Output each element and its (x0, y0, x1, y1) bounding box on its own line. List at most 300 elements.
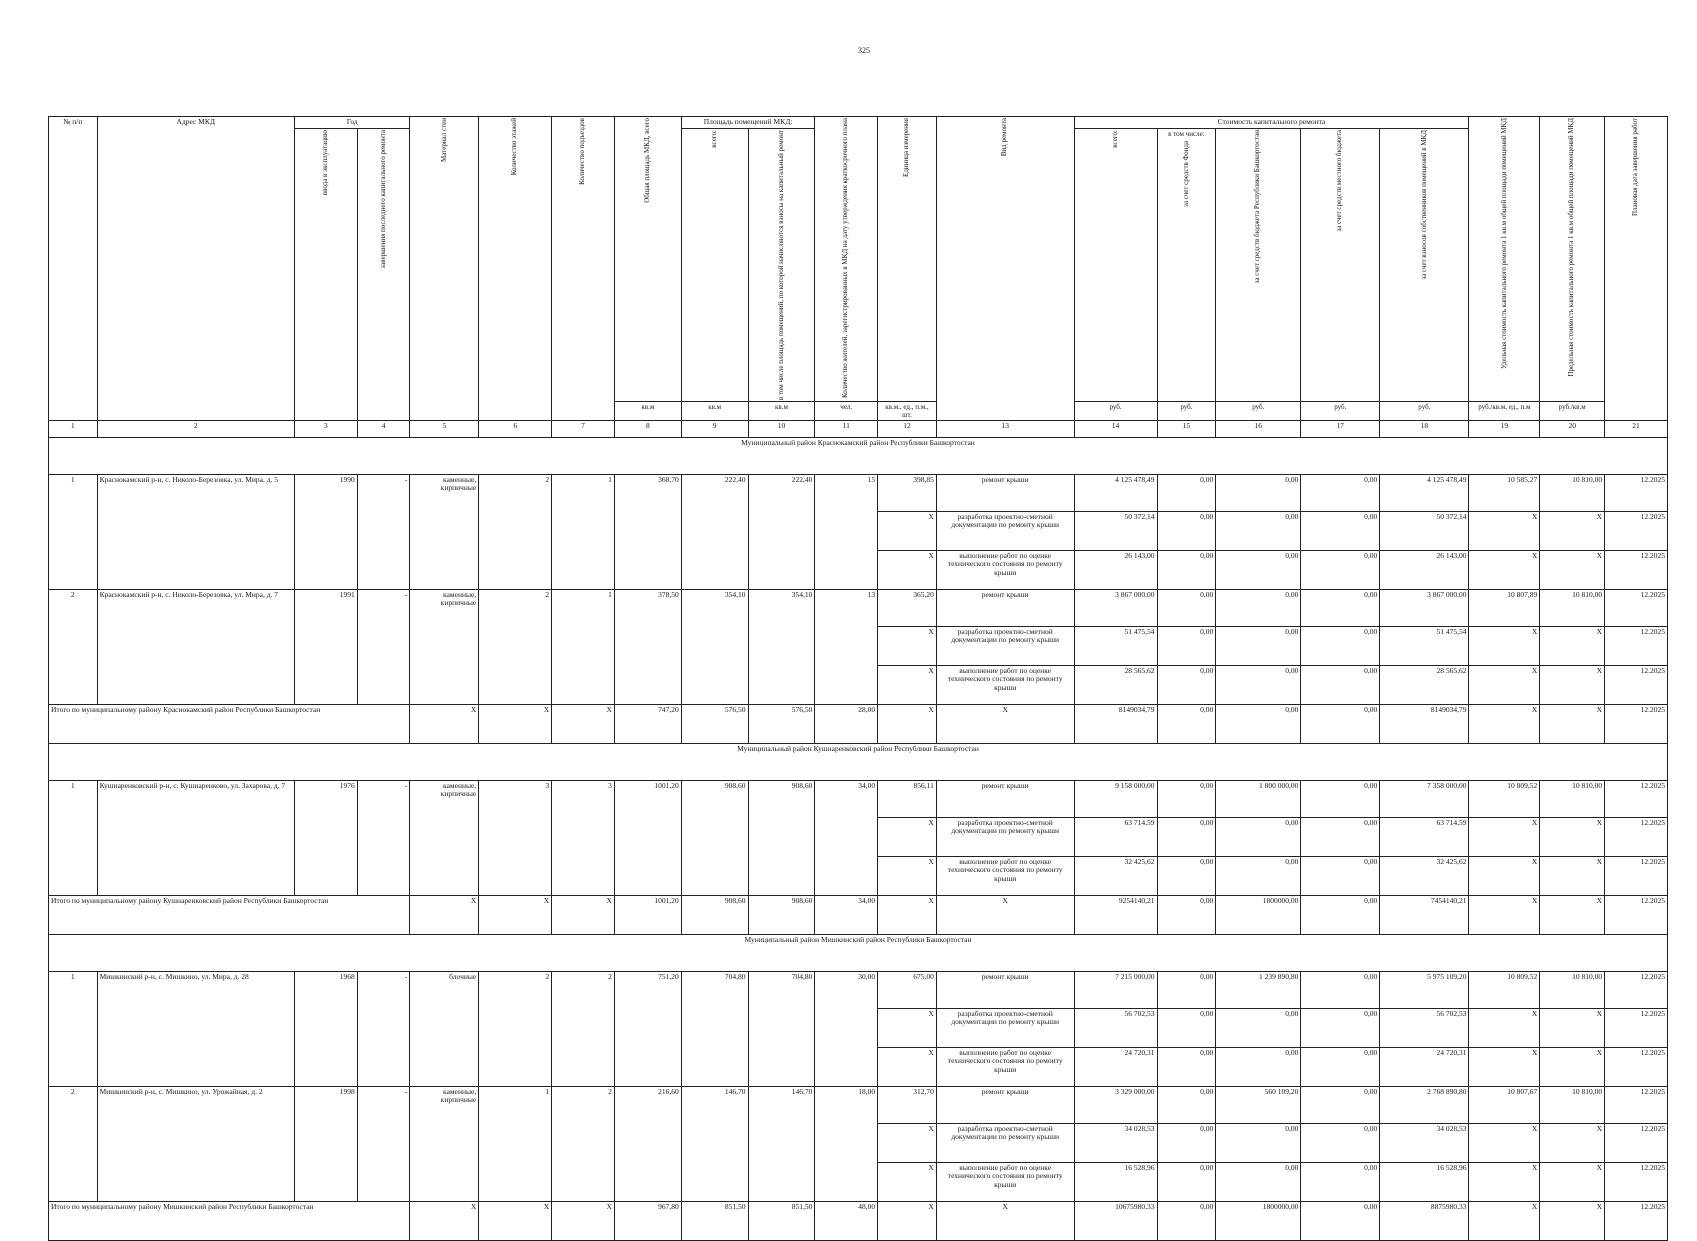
area-repair: 354,10 (748, 589, 815, 704)
cost-local: 0,00 (1301, 1047, 1380, 1086)
specific-cost: X (1469, 856, 1540, 895)
column-number: 17 (1301, 420, 1380, 437)
cost-total: 28 565,62 (1074, 665, 1157, 704)
specific-cost: 10 809,52 (1469, 780, 1540, 817)
cost-republic: 0,00 (1216, 589, 1301, 626)
area-repair: 222,40 (748, 474, 815, 589)
floors-cell: X (479, 895, 552, 934)
row-number: 1 (49, 971, 98, 1086)
header-area-total: всего: (681, 128, 748, 401)
year-last-repair: - (357, 1086, 410, 1201)
header-cost-total: всего: (1074, 128, 1157, 401)
page-number: 325 (858, 46, 870, 55)
cost-local: 0,00 (1301, 1162, 1380, 1201)
table-row (49, 1086, 1668, 1123)
floors-cell: X (479, 1201, 552, 1240)
table-row (49, 589, 1668, 626)
unit-cell: X (878, 817, 937, 856)
work-type: ремонт крыши (936, 589, 1074, 626)
work-type: разработка проектно-сметной документации по ремонту крыши (936, 1123, 1074, 1162)
specific-cost: X (1469, 1201, 1540, 1240)
section-header-row (49, 437, 1668, 474)
wall-material: блочные (410, 971, 479, 1086)
cost-total: 16 528,96 (1074, 1162, 1157, 1201)
cost-total: 56 702,53 (1074, 1008, 1157, 1047)
cost-owners: 56 702,53 (1380, 1008, 1469, 1047)
header-area-repair: в том числе площадь помещений, по которой начисляются взносы на капитальный ремонт (748, 128, 815, 401)
cost-total: 51 475,54 (1074, 626, 1157, 665)
header-total-area: Общая площадь МКД, всего (614, 117, 681, 402)
header-cost-group: Стоимость капитального ремонта (1074, 117, 1469, 129)
address-cell: Мишкинский р-н, с. Мишкино, ул. Урожайная, д. 2 (97, 1086, 294, 1201)
cost-local: 0,00 (1301, 626, 1380, 665)
unit-cell: 398,85 (878, 474, 937, 511)
table-body (49, 420, 1668, 1240)
unit-cell: X (878, 1047, 937, 1086)
section-title: Муниципальный район Кушнаренковский район Республики Башкортостан (49, 743, 1668, 780)
column-number: 18 (1380, 420, 1469, 437)
max-cost: X (1540, 665, 1605, 704)
cost-owners: 24 720,31 (1380, 1047, 1469, 1086)
max-cost: X (1540, 1201, 1605, 1240)
repair-plan-table (48, 116, 1668, 1241)
work-type: X (936, 704, 1074, 743)
work-type: ремонт крыши (936, 971, 1074, 1008)
cost-republic: 0,00 (1216, 704, 1301, 743)
cost-fund: 0,00 (1157, 971, 1216, 1008)
cost-republic: 1800000,00 (1216, 1201, 1301, 1240)
table-row (49, 780, 1668, 817)
column-number: 2 (97, 420, 294, 437)
cost-local: 0,00 (1301, 550, 1380, 589)
entrances-cell: X (552, 704, 615, 743)
specific-cost: 10 585,27 (1469, 474, 1540, 511)
header-cost-subgroup: в том числе: (1168, 129, 1205, 138)
cost-owners: 4 125 478,49 (1380, 474, 1469, 511)
max-cost: 10 810,00 (1540, 474, 1605, 511)
work-type: выполнение работ по оценке технического состояния по ремонту крыши (936, 1162, 1074, 1201)
wall-material: каменные, кирпичные (410, 474, 479, 589)
unit-cell: X (878, 665, 937, 704)
area-repair: 908,60 (748, 895, 815, 934)
deadline: 12.2025 (1605, 895, 1668, 934)
cost-fund: 0,00 (1157, 665, 1216, 704)
max-cost: 10 810,00 (1540, 780, 1605, 817)
row-number: 1 (49, 780, 98, 895)
area-repair: 908,60 (748, 780, 815, 895)
deadline: 12.2025 (1605, 1086, 1668, 1123)
work-type: выполнение работ по оценке технического состояния по ремонту крыши (936, 1047, 1074, 1086)
unit-cell: руб. (1380, 401, 1469, 420)
wall-material: X (410, 704, 479, 743)
cost-owners: 8149034,79 (1380, 704, 1469, 743)
header-cost-owners: за счет взносов собственников помещений в МКД (1380, 128, 1469, 401)
area-repair: 146,70 (748, 1086, 815, 1201)
column-number: 13 (936, 420, 1074, 437)
unit-cell: кв.м (681, 401, 748, 420)
work-type: ремонт крыши (936, 780, 1074, 817)
unit-cell: 856,11 (878, 780, 937, 817)
cost-republic: 1 239 890,80 (1216, 971, 1301, 1008)
table-header (49, 117, 1668, 421)
cost-total: 32 425,62 (1074, 856, 1157, 895)
cost-local: 0,00 (1301, 1086, 1380, 1123)
cost-fund: 0,00 (1157, 817, 1216, 856)
cost-owners: 63 714,59 (1380, 817, 1469, 856)
cost-total: 8149034,79 (1074, 704, 1157, 743)
specific-cost: X (1469, 704, 1540, 743)
total-row (49, 1201, 1668, 1240)
work-type: разработка проектно-сметной документации по ремонту крыши (936, 511, 1074, 550)
specific-cost: X (1469, 511, 1540, 550)
table-row (49, 474, 1668, 511)
total-area: 216,60 (614, 1086, 681, 1201)
section-title: Муниципальный район Краснокамский район Республики Башкортостан (49, 437, 1668, 474)
floors-cell: 2 (479, 589, 552, 704)
column-number: 11 (815, 420, 878, 437)
specific-cost: X (1469, 1008, 1540, 1047)
cost-total: 7 215 000,00 (1074, 971, 1157, 1008)
total-area: 368,70 (614, 474, 681, 589)
column-numbers-row (49, 420, 1668, 437)
residents-cell: 48,00 (815, 1201, 878, 1240)
cost-local: 0,00 (1301, 817, 1380, 856)
cost-republic: 1800000,00 (1216, 895, 1301, 934)
specific-cost: X (1469, 626, 1540, 665)
cost-total: 4 125 478,49 (1074, 474, 1157, 511)
year-last-repair: - (357, 589, 410, 704)
cost-republic: 560 109,20 (1216, 1086, 1301, 1123)
header-work: Вид ремонта (936, 117, 1074, 421)
unit-cell: кв.м (748, 401, 815, 420)
column-number: 6 (479, 420, 552, 437)
deadline: 12.2025 (1605, 1162, 1668, 1201)
cost-fund: 0,00 (1157, 589, 1216, 626)
unit-cell: 365,20 (878, 589, 937, 626)
cost-republic: 0,00 (1216, 856, 1301, 895)
residents-cell: 34,00 (815, 895, 878, 934)
total-area: 751,20 (614, 971, 681, 1086)
address-cell: Краснокамский р-н, с. Николо-Березовка, ул. Мира, д. 5 (97, 474, 294, 589)
cost-local: 0,00 (1301, 589, 1380, 626)
column-number: 20 (1540, 420, 1605, 437)
address-cell: Мишкинский р-н, с. Мишкино, ул. Мира, д. 28 (97, 971, 294, 1086)
total-area: 1001,20 (614, 780, 681, 895)
cost-fund: 0,00 (1157, 1123, 1216, 1162)
cost-owners: 8875980,33 (1380, 1201, 1469, 1240)
wall-material: каменные, кирпичные (410, 780, 479, 895)
area-total: 908,60 (681, 780, 748, 895)
cost-local: 0,00 (1301, 1008, 1380, 1047)
column-number: 14 (1074, 420, 1157, 437)
cost-local: 0,00 (1301, 511, 1380, 550)
wall-material: X (410, 895, 479, 934)
floors-cell: X (479, 704, 552, 743)
column-number: 21 (1605, 420, 1668, 437)
header-deadline: Плановая дата завершения работ (1605, 117, 1668, 421)
entrances-cell: 1 (552, 589, 615, 704)
cost-fund: 0,00 (1157, 704, 1216, 743)
cost-owners: 3 867 000,00 (1380, 589, 1469, 626)
max-cost: X (1540, 817, 1605, 856)
unit-cell: руб. (1301, 401, 1380, 420)
work-type: выполнение работ по оценке технического состояния по ремонту крыши (936, 856, 1074, 895)
unit-cell: X (878, 895, 937, 934)
section-title: Муниципальный район Мишкинский район Республики Башкортостан (49, 934, 1668, 971)
entrances-cell: 1 (552, 474, 615, 589)
max-cost: X (1540, 626, 1605, 665)
work-type: разработка проектно-сметной документации по ремонту крыши (936, 1008, 1074, 1047)
total-label: Итого по муниципальному району Краснокамский район Республики Башкортостан (49, 704, 410, 743)
total-area: 378,50 (614, 589, 681, 704)
header-wall-material: Материал стен (410, 117, 479, 421)
row-number: 2 (49, 589, 98, 704)
cost-total: 10675980,33 (1074, 1201, 1157, 1240)
specific-cost: X (1469, 665, 1540, 704)
unit-cell: X (878, 704, 937, 743)
max-cost: X (1540, 550, 1605, 589)
max-cost: X (1540, 1047, 1605, 1086)
unit-cell: 312,70 (878, 1086, 937, 1123)
unit-cell: руб./кв.м, ед., п.м (1469, 401, 1540, 420)
max-cost: 10 810,00 (1540, 589, 1605, 626)
deadline: 12.2025 (1605, 780, 1668, 817)
cost-total: 3 867 000,00 (1074, 589, 1157, 626)
cost-fund: 0,00 (1157, 780, 1216, 817)
specific-cost: 10 807,89 (1469, 589, 1540, 626)
address-cell: Краснокамский р-н, с. Николо-Березовка, ул. Мира, д. 7 (97, 589, 294, 704)
unit-cell: X (878, 856, 937, 895)
max-cost: 10 810,00 (1540, 1086, 1605, 1123)
unit-cell: X (878, 1162, 937, 1201)
cost-local: 0,00 (1301, 474, 1380, 511)
deadline: 12.2025 (1605, 589, 1668, 626)
floors-cell: 1 (479, 1086, 552, 1201)
residents-cell: 18,00 (815, 1086, 878, 1201)
max-cost: 10 810,00 (1540, 971, 1605, 1008)
cost-fund: 0,00 (1157, 856, 1216, 895)
header-year-group: Год (295, 117, 410, 129)
area-total: 146,70 (681, 1086, 748, 1201)
area-total: 908,60 (681, 895, 748, 934)
cost-fund: 0,00 (1157, 1086, 1216, 1123)
cost-total: 9254140,21 (1074, 895, 1157, 934)
area-total: 851,50 (681, 1201, 748, 1240)
cost-owners: 5 975 109,20 (1380, 971, 1469, 1008)
header-floors: Количество этажей (479, 117, 552, 421)
cost-republic: 0,00 (1216, 1123, 1301, 1162)
entrances-cell: 2 (552, 1086, 615, 1201)
deadline: 12.2025 (1605, 817, 1668, 856)
area-repair: 704,80 (748, 971, 815, 1086)
cost-owners: 16 528,96 (1380, 1162, 1469, 1201)
column-number: 4 (357, 420, 410, 437)
header-max-cost: Предельная стоимость капитального ремонта 1 кв.м общей площади помещений МКД (1540, 117, 1605, 402)
max-cost: X (1540, 1008, 1605, 1047)
cost-fund: 0,00 (1157, 550, 1216, 589)
cost-owners: 32 425,62 (1380, 856, 1469, 895)
header-entrances: Количество подъездов (552, 117, 615, 421)
unit-cell: X (878, 1008, 937, 1047)
specific-cost: X (1469, 550, 1540, 589)
unit-cell: руб. (1074, 401, 1157, 420)
cost-owners: 51 475,54 (1380, 626, 1469, 665)
total-label: Итого по муниципальному району Мишкинский район Республики Башкортостан (49, 1201, 410, 1240)
residents-cell: 34,00 (815, 780, 878, 895)
cost-republic: 0,00 (1216, 1047, 1301, 1086)
unit-cell: X (878, 550, 937, 589)
residents-cell: 13 (815, 589, 878, 704)
deadline: 12.2025 (1605, 474, 1668, 511)
cost-local: 0,00 (1301, 856, 1380, 895)
deadline: 12.2025 (1605, 971, 1668, 1008)
area-total: 576,50 (681, 704, 748, 743)
total-area: 747,20 (614, 704, 681, 743)
area-repair: 851,50 (748, 1201, 815, 1240)
section-header-row (49, 934, 1668, 971)
cost-local: 0,00 (1301, 1123, 1380, 1162)
cost-owners: 26 143,00 (1380, 550, 1469, 589)
specific-cost: X (1469, 895, 1540, 934)
floors-cell: 2 (479, 971, 552, 1086)
specific-cost: X (1469, 817, 1540, 856)
header-year-last-repair: завершения последнего капитального ремонта (357, 128, 410, 420)
area-total: 704,80 (681, 971, 748, 1086)
unit-cell: X (878, 1201, 937, 1240)
unit-cell: кв.м (614, 401, 681, 420)
deadline: 12.2025 (1605, 1047, 1668, 1086)
year-commission: 1976 (295, 780, 358, 895)
cost-fund: 0,00 (1157, 1201, 1216, 1240)
cost-republic: 1 800 000,00 (1216, 780, 1301, 817)
entrances-cell: X (552, 1201, 615, 1240)
wall-material: каменные, кирпичные (410, 589, 479, 704)
year-last-repair: - (357, 971, 410, 1086)
floors-cell: 3 (479, 780, 552, 895)
header-residents: Количество жителей, зарегистрированных в МКД на дату утверждения краткосрочного плана (815, 117, 878, 402)
max-cost: X (1540, 1123, 1605, 1162)
wall-material: каменные, кирпичные (410, 1086, 479, 1201)
work-type: ремонт крыши (936, 1086, 1074, 1123)
cost-local: 0,00 (1301, 895, 1380, 934)
cost-republic: 0,00 (1216, 817, 1301, 856)
area-total: 354,10 (681, 589, 748, 704)
cost-republic: 0,00 (1216, 1162, 1301, 1201)
header-num: № п/п (49, 117, 98, 421)
unit-cell: чел. (815, 401, 878, 420)
cost-owners: 34 028,53 (1380, 1123, 1469, 1162)
column-number: 10 (748, 420, 815, 437)
wall-material: X (410, 1201, 479, 1240)
column-number: 5 (410, 420, 479, 437)
deadline: 12.2025 (1605, 1123, 1668, 1162)
deadline: 12.2025 (1605, 511, 1668, 550)
total-row (49, 704, 1668, 743)
work-type: выполнение работ по оценке технического состояния по ремонту крыши (936, 665, 1074, 704)
cost-republic: 0,00 (1216, 1008, 1301, 1047)
deadline: 12.2025 (1605, 665, 1668, 704)
cost-fund: 0,00 (1157, 1008, 1216, 1047)
cost-local: 0,00 (1301, 665, 1380, 704)
year-commission: 1998 (295, 1086, 358, 1201)
header-year-commission: ввода в эксплуатацию (295, 128, 358, 420)
specific-cost: X (1469, 1047, 1540, 1086)
work-type: X (936, 895, 1074, 934)
unit-cell: X (878, 1123, 937, 1162)
cost-fund: 0,00 (1157, 626, 1216, 665)
column-number: 19 (1469, 420, 1540, 437)
column-number: 15 (1157, 420, 1216, 437)
unit-cell: X (878, 626, 937, 665)
cost-fund: 0,00 (1157, 895, 1216, 934)
column-number: 12 (878, 420, 937, 437)
max-cost: X (1540, 511, 1605, 550)
area-total: 222,40 (681, 474, 748, 589)
column-number: 8 (614, 420, 681, 437)
year-commission: 1991 (295, 589, 358, 704)
entrances-cell: 2 (552, 971, 615, 1086)
max-cost: X (1540, 704, 1605, 743)
max-cost: X (1540, 895, 1605, 934)
specific-cost: X (1469, 1162, 1540, 1201)
total-label: Итого по муниципальному району Кушнаренковский район Республики Башкортостан (49, 895, 410, 934)
column-number: 9 (681, 420, 748, 437)
cost-total: 3 329 000,00 (1074, 1086, 1157, 1123)
unit-cell: кв.м., ед., п.м., шт. (878, 401, 937, 420)
cost-owners: 7454140,21 (1380, 895, 1469, 934)
address-cell: Кушнаренковский р-н, с. Кушнаренково, ул. Захарова, д. 7 (97, 780, 294, 895)
year-last-repair: - (357, 474, 410, 589)
cost-total: 24 720,31 (1074, 1047, 1157, 1086)
cost-republic: 0,00 (1216, 626, 1301, 665)
cost-fund: 0,00 (1157, 474, 1216, 511)
header-cost-local: за счет средств местного бюджета (1301, 128, 1380, 401)
column-number: 7 (552, 420, 615, 437)
work-type: X (936, 1201, 1074, 1240)
cost-republic: 0,00 (1216, 550, 1301, 589)
floors-cell: 2 (479, 474, 552, 589)
deadline: 12.2025 (1605, 626, 1668, 665)
total-row (49, 895, 1668, 934)
table-row (49, 971, 1668, 1008)
section-header-row (49, 743, 1668, 780)
entrances-cell: X (552, 895, 615, 934)
work-type: разработка проектно-сметной документации по ремонту крыши (936, 626, 1074, 665)
area-repair: 576,50 (748, 704, 815, 743)
cost-total: 34 028,53 (1074, 1123, 1157, 1162)
header-cost-republic: за счет средств бюджета Республики Башкортостан (1216, 128, 1301, 401)
specific-cost: 10 809,52 (1469, 971, 1540, 1008)
cost-republic: 0,00 (1216, 665, 1301, 704)
row-number: 2 (49, 1086, 98, 1201)
cost-owners: 28 565,62 (1380, 665, 1469, 704)
deadline: 12.2025 (1605, 704, 1668, 743)
header-unit: Единица измерения (878, 117, 937, 402)
row-number: 1 (49, 474, 98, 589)
deadline: 12.2025 (1605, 1201, 1668, 1240)
column-number: 1 (49, 420, 98, 437)
deadline: 12.2025 (1605, 856, 1668, 895)
unit-cell: руб. (1216, 401, 1301, 420)
residents-cell: 15 (815, 474, 878, 589)
unit-cell: X (878, 511, 937, 550)
cost-local: 0,00 (1301, 780, 1380, 817)
specific-cost: X (1469, 1123, 1540, 1162)
cost-republic: 0,00 (1216, 511, 1301, 550)
cost-fund: 0,00 (1157, 1047, 1216, 1086)
unit-cell: руб. (1157, 401, 1216, 420)
max-cost: X (1540, 856, 1605, 895)
